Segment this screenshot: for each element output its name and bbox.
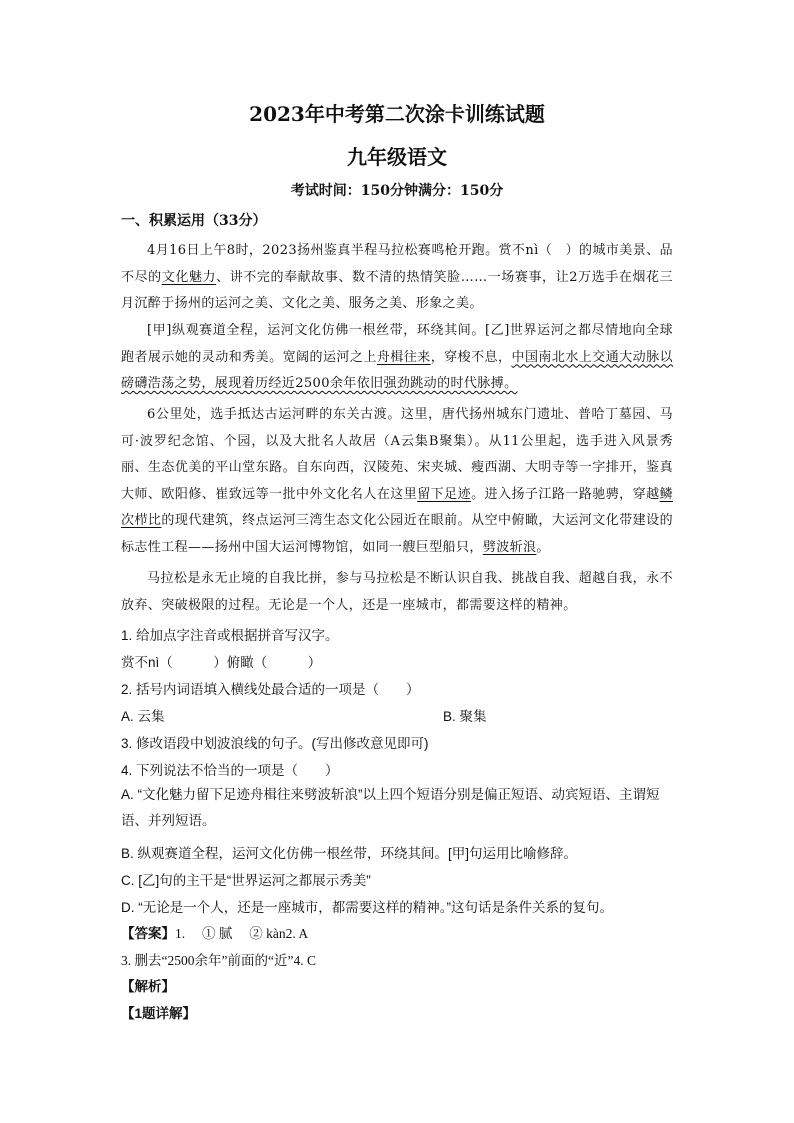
text-run: ，穿梭不息， [430,349,512,365]
answer-line-2: 3. 删去“2500余年”前面的“近”4. C [121,953,316,968]
underlined-phrase: 舟楫往来 [376,349,431,365]
question-1-blanks: 赏不nì（ ）俯瞰（ ） [121,655,322,670]
text-run: 的现代建筑，终点运河三湾生态文化公园近在眼前。从空中俯瞰，大运河文化带建设的标志性工程——扬州中国大运河博物馆，如同一艘巨型船只， [121,513,674,555]
exam-subject: 九年级语文 [347,145,447,169]
text-run: 4月16日上午8时，2023扬州鉴真半程马拉松赛鸣枪开跑。赏不nì（ ）的城市美景、品不尽的 [121,243,673,285]
question-4-option-d: D. “无论是一个人，还是一座城市，都需要这样的精神。”这句话是条件关系的复句。 [121,900,613,915]
underlined-phrase: 劈波斩浪 [482,539,537,555]
section-heading: 一、积累运用（33分） [121,213,267,229]
text-run: 。进入扬子江路一路驰骋，穿越 [471,486,660,502]
question-4-option-c: C. [乙]句的主干是“世界运河之都展示秀美” [121,873,371,888]
question-2: 2. 括号内词语填入横线处最合适的一项是（ ） [121,682,420,697]
answer-label: 【答案】 [121,926,175,941]
question-4: 4. 下列说法不恰当的一项是（ ） [121,763,339,778]
text-run: [甲]纵观赛道全程，运河文化仿佛一根丝带，环绕其间。[乙]世界运河之都尽情地向全球跑者展示她的灵动和秀美。宽阔的运河之上 [121,323,673,365]
question-4-option-a: A. “文化魅力留下足迹舟楫往来劈波斩浪”以上四个短语分别是偏正短语、动宾短语、主谓短语、并列短语。 [121,787,660,828]
question-1: 1. 给加点字注音或根据拼音写汉字。 [121,628,339,643]
passage-paragraph-3 [121,402,673,561]
detail-label: 【1题详解】 [121,1006,197,1021]
question-3: 3. 修改语段中划波浪线的句子。(写出修改意见即可) [121,736,429,751]
exam-info: 考试时间：150分钟满分：150分 [290,183,504,199]
text-run: 、讲不完的奉献故事、数不清的热情笑脸……一场赛事，让2万选手在烟花三月沉醉于扬州的运河之美、文化之美、服务之美、形象之美。 [121,269,673,311]
underlined-phrase: 文化魅力 [161,269,217,285]
underlined-phrase: 鳞次栉比 [121,486,673,528]
question-2-option-b: B. 聚集 [443,709,487,724]
analysis-label: 【解析】 [121,979,175,994]
answer-text: 1. ① 腻 ② kàn2. A [175,926,309,941]
underlined-phrase: 留下足迹 [417,486,472,502]
wavy-underlined-sentence: 中国南北水上交通大动脉以磅礴浩荡之势，展现着历经近2500余年依旧强劲跳动的时代脉搏。 [121,349,673,391]
question-2-option-a: A. 云集 [121,709,165,724]
question-4-option-b: B. 纵观赛道全程，运河文化仿佛一根丝带，环绕其间。[甲]句运用比喻修辞。 [121,846,578,861]
exam-title: 2023年中考第二次涂卡训练试题 [249,102,545,126]
answer-line-1 [121,922,681,942]
passage-paragraph-1 [121,238,673,318]
passage-paragraph-2 [121,318,673,398]
text-run: 。 [536,539,550,555]
text-run: 6公里处，选手抵达古运河畔的东关古渡。这里，唐代扬州城东门遗址、普哈丁墓园、马可·波罗纪念馆、个园，以及大批名人故居（A云集B聚集）。从11公里起，选手进入风景秀丽、生态优美的平山堂东路。自东向西，汉陵苑、宋夹城、瘦西湖、大明寺等一字排开，鉴真大师、欧阳修、崔致远等一批中外文化名人在这里 [121,407,673,502]
text-run: 马拉松是永无止境的自我比拼，参与马拉松是不断认识自我、挑战自我、超越自我，永不放弃、突破极限的过程。无论是一个人，还是一座城市，都需要这样的精神。 [121,571,673,613]
passage-paragraph-4 [121,566,673,619]
